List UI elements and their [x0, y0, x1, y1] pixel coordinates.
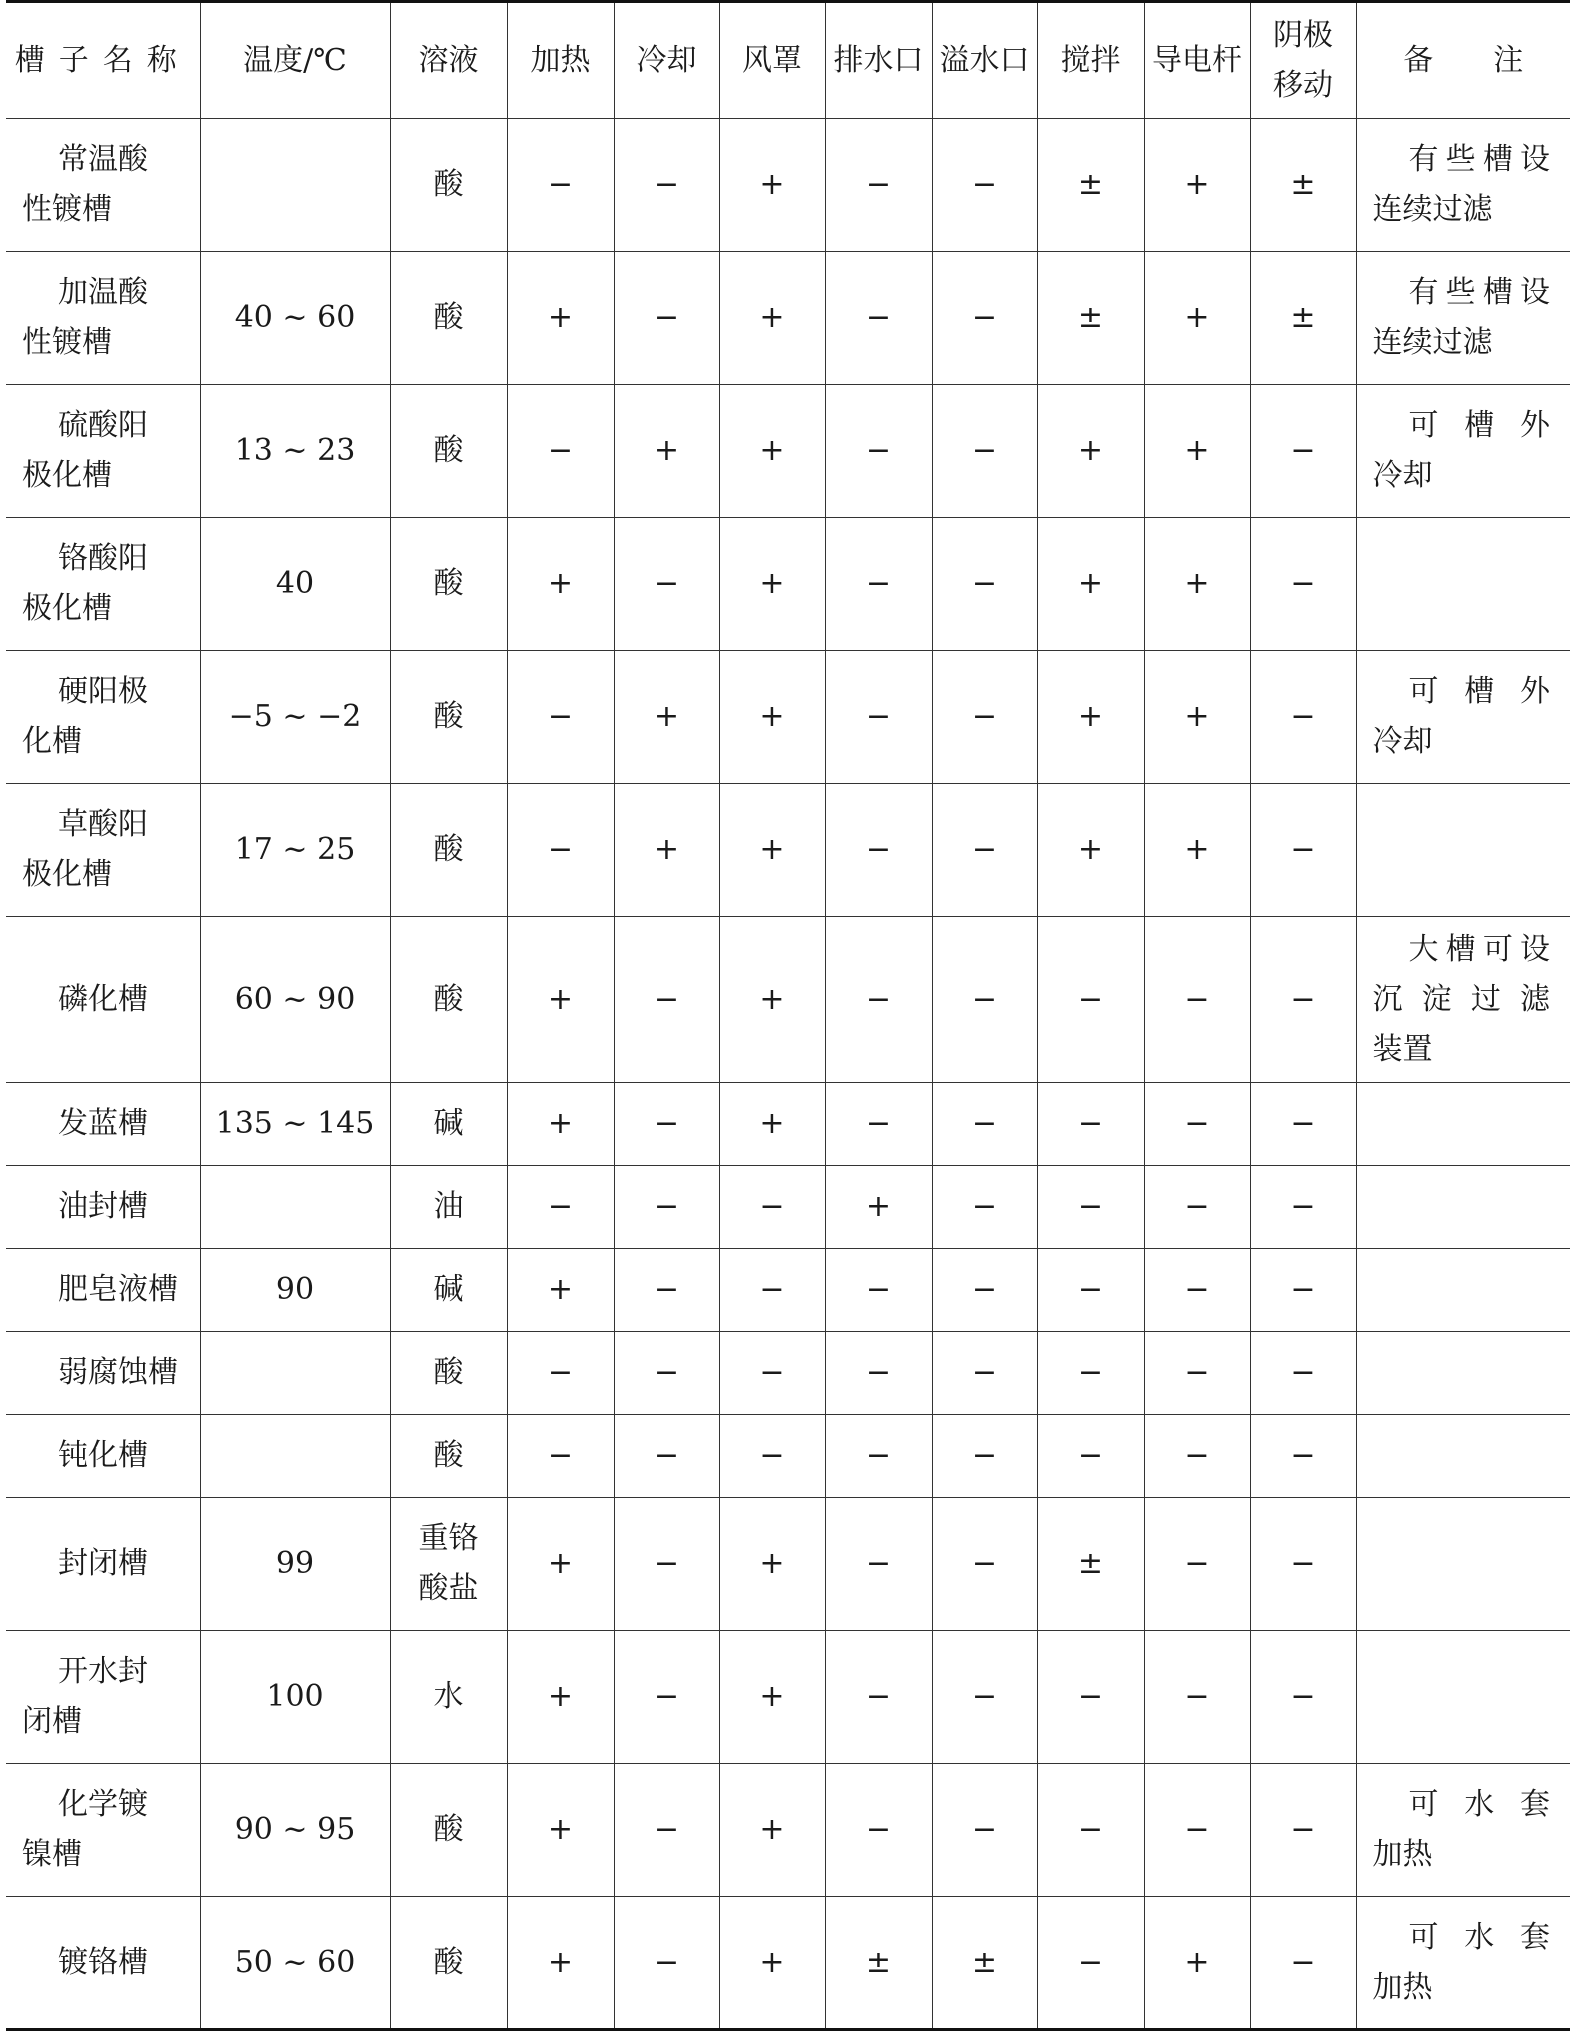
temperature-cell: 99 — [200, 1498, 390, 1631]
tank-name-line: 性镀槽 — [22, 192, 112, 227]
heating-cell: + — [507, 1631, 614, 1764]
stirring-cell: − — [1037, 1249, 1144, 1332]
note-cell — [1356, 1415, 1570, 1498]
solution-line: 酸 — [433, 981, 464, 1017]
temperature-cell — [200, 119, 390, 252]
temperature-cell: 40 ~ 60 — [200, 252, 390, 385]
drain-cell: − — [825, 651, 932, 784]
tank-name-cell — [6, 651, 200, 784]
tank-name-cell — [6, 1249, 200, 1332]
col-header-overflow: 溢水口 — [932, 2, 1037, 119]
conductive-rod-cell: + — [1144, 119, 1250, 252]
solution-cell — [390, 784, 507, 917]
heating-cell: − — [507, 1166, 614, 1249]
temperature-cell: 13 ~ 23 — [200, 385, 390, 518]
solution-cell — [390, 1764, 507, 1897]
tank-name-cell — [6, 1332, 200, 1415]
heating-cell: + — [507, 1498, 614, 1631]
solution-cell — [390, 385, 507, 518]
table-row — [6, 385, 1570, 518]
overflow-cell: − — [932, 917, 1037, 1083]
note-cell — [1356, 1083, 1570, 1166]
conductive-rod-cell: + — [1144, 784, 1250, 917]
tank-name-cell — [6, 518, 200, 651]
solution-cell — [390, 651, 507, 784]
drain-cell: − — [825, 784, 932, 917]
tank-name-line: 硬阳极 — [58, 674, 148, 709]
solution-cell — [390, 1332, 507, 1415]
cathode-move-cell: − — [1250, 385, 1356, 518]
overflow-cell: − — [932, 1415, 1037, 1498]
cathode-move-cell: − — [1250, 1631, 1356, 1764]
col-header-name: 槽子名称 — [6, 2, 200, 119]
tank-name-cell — [6, 1166, 200, 1249]
note-line: 有些槽设 — [1408, 142, 1550, 177]
tank-name-line: 封闭槽 — [58, 1546, 148, 1581]
note-cell — [1356, 1332, 1570, 1415]
tank-equipment-table — [6, 0, 1570, 2031]
hood-cell: + — [719, 1764, 825, 1897]
table-row — [6, 1764, 1570, 1897]
note-line: 连续过滤 — [1372, 325, 1493, 360]
temperature-cell: −5 ~ −2 — [200, 651, 390, 784]
temperature-cell: 40 — [200, 518, 390, 651]
solution-line: 酸 — [433, 832, 464, 867]
tank-name-line: 化槽 — [22, 724, 82, 759]
tank-name-line: 性镀槽 — [22, 325, 112, 360]
solution-cell — [390, 1166, 507, 1249]
col-header-drain: 排水口 — [825, 2, 932, 119]
note-cell — [1356, 1166, 1570, 1249]
conductive-rod-cell: − — [1144, 1631, 1250, 1764]
note-line: 有些槽设 — [1408, 275, 1550, 310]
note-line: 可水套 — [1408, 1919, 1550, 1955]
note-line: 连续过滤 — [1372, 192, 1493, 227]
overflow-cell: − — [932, 1249, 1037, 1332]
solution-line: 酸 — [433, 1438, 464, 1473]
solution-line: 水 — [433, 1679, 464, 1714]
conductive-rod-cell: − — [1144, 1083, 1250, 1166]
tank-name-line: 极化槽 — [22, 857, 112, 892]
drain-cell: − — [825, 1332, 932, 1415]
table-row — [6, 1083, 1570, 1166]
conductive-rod-cell: + — [1144, 252, 1250, 385]
table-row — [6, 1631, 1570, 1764]
solution-cell — [390, 1897, 507, 2030]
tank-name-cell — [6, 119, 200, 252]
cooling-cell: − — [614, 252, 719, 385]
conductive-rod-cell: − — [1144, 1415, 1250, 1498]
overflow-cell: ± — [932, 1897, 1037, 2030]
hood-cell: + — [719, 385, 825, 518]
tank-name-line: 发蓝槽 — [58, 1106, 148, 1141]
overflow-cell: − — [932, 1332, 1037, 1415]
temperature-cell: 100 — [200, 1631, 390, 1764]
solution-cell — [390, 1415, 507, 1498]
tank-name-line: 开水封 — [58, 1654, 148, 1689]
heating-cell: + — [507, 518, 614, 651]
drain-cell: − — [825, 1415, 932, 1498]
stirring-cell: − — [1037, 917, 1144, 1083]
note-cell — [1356, 651, 1570, 784]
cooling-cell: − — [614, 1249, 719, 1332]
conductive-rod-cell: − — [1144, 1166, 1250, 1249]
conductive-rod-cell: − — [1144, 917, 1250, 1083]
hood-cell: + — [719, 651, 825, 784]
note-line: 可槽外 — [1408, 674, 1550, 709]
temperature-cell — [200, 1415, 390, 1498]
note-cell — [1356, 917, 1570, 1083]
tank-name-cell — [6, 385, 200, 518]
cathode-move-cell: − — [1250, 1415, 1356, 1498]
drain-cell: + — [825, 1166, 932, 1249]
hood-cell: + — [719, 252, 825, 385]
cathode-move-cell: − — [1250, 518, 1356, 651]
hood-cell: + — [719, 1498, 825, 1631]
drain-cell: − — [825, 1249, 932, 1332]
cooling-cell: − — [614, 1083, 719, 1166]
drain-cell: − — [825, 385, 932, 518]
stirring-cell: ± — [1037, 1498, 1144, 1631]
drain-cell: − — [825, 1498, 932, 1631]
header-row — [6, 2, 1570, 119]
solution-line: 酸盐 — [418, 1571, 479, 1606]
heating-cell: + — [507, 917, 614, 1083]
cooling-cell: − — [614, 1166, 719, 1249]
solution-cell — [390, 119, 507, 252]
tank-name-line: 镍槽 — [22, 1837, 82, 1872]
cooling-cell: + — [614, 784, 719, 917]
table-row — [6, 917, 1570, 1083]
cooling-cell: − — [614, 1415, 719, 1498]
drain-cell: − — [825, 1631, 932, 1764]
cooling-cell: + — [614, 385, 719, 518]
drain-cell: − — [825, 252, 932, 385]
cooling-cell: + — [614, 651, 719, 784]
tank-name-cell — [6, 1498, 200, 1631]
note-cell — [1356, 252, 1570, 385]
overflow-cell: − — [932, 651, 1037, 784]
cathode-move-cell: ± — [1250, 252, 1356, 385]
heating-cell: − — [507, 1332, 614, 1415]
heating-cell: + — [507, 1083, 614, 1166]
note-line: 冷却 — [1372, 458, 1433, 493]
solution-line: 酸 — [433, 699, 464, 734]
hood-cell: − — [719, 1249, 825, 1332]
solution-line: 酸 — [433, 167, 464, 202]
cooling-cell: − — [614, 1498, 719, 1631]
table-row — [6, 651, 1570, 784]
solution-line: 重铬 — [418, 1521, 479, 1556]
stirring-cell: + — [1037, 518, 1144, 651]
temperature-cell: 90 ~ 95 — [200, 1764, 390, 1897]
cooling-cell: − — [614, 119, 719, 252]
drain-cell: − — [825, 917, 932, 1083]
hood-cell: + — [719, 917, 825, 1083]
tank-name-line: 极化槽 — [22, 458, 112, 493]
solution-cell — [390, 1631, 507, 1764]
heating-cell: − — [507, 385, 614, 518]
tank-name-line: 油封槽 — [58, 1189, 148, 1224]
solution-line: 酸 — [433, 566, 464, 601]
col-header-hood: 风罩 — [719, 2, 825, 119]
cathode-move-line-2: 移动 — [1273, 67, 1333, 103]
cooling-cell: − — [614, 1631, 719, 1764]
tank-name-line: 化学镀 — [58, 1787, 148, 1822]
conductive-rod-cell: − — [1144, 1764, 1250, 1897]
col-header-stirring: 搅拌 — [1037, 2, 1144, 119]
note-cell — [1356, 518, 1570, 651]
stirring-cell: − — [1037, 1332, 1144, 1415]
solution-cell — [390, 518, 507, 651]
temperature-cell: 60 ~ 90 — [200, 917, 390, 1083]
stirring-cell: − — [1037, 1166, 1144, 1249]
cathode-move-cell: − — [1250, 784, 1356, 917]
note-line: 加热 — [1372, 1969, 1433, 2005]
note-line: 加热 — [1372, 1837, 1433, 1872]
col-header-temperature: 温度/℃ — [200, 2, 390, 119]
hood-cell: + — [719, 1897, 825, 2030]
cathode-move-cell: ± — [1250, 119, 1356, 252]
note-line: 大槽可设 — [1408, 931, 1550, 967]
heating-cell: + — [507, 252, 614, 385]
overflow-cell: − — [932, 1764, 1037, 1897]
table-row — [6, 1897, 1570, 2030]
solution-line: 酸 — [433, 433, 464, 468]
note-line: 装置 — [1372, 1031, 1433, 1067]
tank-name-cell — [6, 1897, 200, 2030]
tank-name-line: 极化槽 — [22, 591, 112, 626]
drain-cell: − — [825, 1083, 932, 1166]
stirring-cell: − — [1037, 1764, 1144, 1897]
tank-name-cell — [6, 1083, 200, 1166]
overflow-cell: − — [932, 119, 1037, 252]
hood-cell: − — [719, 1332, 825, 1415]
hood-cell: + — [719, 1083, 825, 1166]
table-row — [6, 784, 1570, 917]
conductive-rod-cell: − — [1144, 1332, 1250, 1415]
table-body — [6, 119, 1570, 2030]
drain-cell: ± — [825, 1897, 932, 2030]
cooling-cell: − — [614, 1764, 719, 1897]
note-cell — [1356, 1498, 1570, 1631]
cathode-move-line-1: 阴极 — [1273, 17, 1333, 53]
note-cell — [1356, 385, 1570, 518]
solution-line: 酸 — [433, 1944, 464, 1980]
overflow-cell: − — [932, 385, 1037, 518]
table-row — [6, 1498, 1570, 1631]
overflow-cell: − — [932, 252, 1037, 385]
conductive-rod-cell: − — [1144, 1249, 1250, 1332]
overflow-cell: − — [932, 1166, 1037, 1249]
overflow-cell: − — [932, 1631, 1037, 1764]
temperature-cell: 50 ~ 60 — [200, 1897, 390, 2030]
drain-cell: − — [825, 119, 932, 252]
table-row — [6, 518, 1570, 651]
note-cell — [1356, 1631, 1570, 1764]
conductive-rod-cell: − — [1144, 1498, 1250, 1631]
cathode-move-cell: − — [1250, 1083, 1356, 1166]
heating-cell: − — [507, 1415, 614, 1498]
cathode-move-cell: − — [1250, 1897, 1356, 2030]
tank-name-line: 闭槽 — [22, 1704, 82, 1739]
temperature-cell: 17 ~ 25 — [200, 784, 390, 917]
tank-name-line: 弱腐蚀槽 — [58, 1355, 178, 1390]
solution-line: 酸 — [433, 300, 464, 335]
hood-cell: + — [719, 119, 825, 252]
heating-cell: + — [507, 1249, 614, 1332]
solution-cell — [390, 252, 507, 385]
tank-name-cell — [6, 1764, 200, 1897]
temperature-cell: 90 — [200, 1249, 390, 1332]
overflow-cell: − — [932, 518, 1037, 651]
overflow-cell: − — [932, 784, 1037, 917]
stirring-cell: + — [1037, 651, 1144, 784]
heating-cell: + — [507, 1764, 614, 1897]
cathode-move-cell: − — [1250, 917, 1356, 1083]
table-row — [6, 119, 1570, 252]
cathode-move-cell: − — [1250, 1498, 1356, 1631]
tank-name-line: 草酸阳 — [58, 807, 148, 842]
note-cell — [1356, 1249, 1570, 1332]
heating-cell: − — [507, 784, 614, 917]
solution-cell — [390, 917, 507, 1083]
stirring-cell: − — [1037, 1083, 1144, 1166]
solution-cell — [390, 1249, 507, 1332]
stirring-cell: ± — [1037, 252, 1144, 385]
temperature-cell — [200, 1166, 390, 1249]
table-row — [6, 1415, 1570, 1498]
tank-name-line: 镀铬槽 — [58, 1944, 148, 1980]
cathode-move-cell: − — [1250, 1166, 1356, 1249]
cathode-move-cell: − — [1250, 1764, 1356, 1897]
stirring-cell: ± — [1037, 119, 1144, 252]
tank-name-cell — [6, 1415, 200, 1498]
stirring-cell: − — [1037, 1631, 1144, 1764]
solution-line: 碱 — [433, 1106, 464, 1141]
hood-cell: + — [719, 784, 825, 917]
cooling-cell: − — [614, 1897, 719, 2030]
hood-cell: − — [719, 1166, 825, 1249]
note-line: 可水套 — [1408, 1787, 1550, 1822]
note-cell — [1356, 1897, 1570, 2030]
cooling-cell: − — [614, 917, 719, 1083]
tank-name-cell — [6, 252, 200, 385]
tank-name-line: 磷化槽 — [58, 981, 148, 1017]
tank-name-line: 硫酸阳 — [58, 408, 148, 443]
solution-line: 酸 — [433, 1812, 464, 1847]
table-row — [6, 1249, 1570, 1332]
col-header-solution: 溶液 — [390, 2, 507, 119]
drain-cell: − — [825, 518, 932, 651]
tank-name-cell — [6, 917, 200, 1083]
col-header-cathode-move — [1250, 2, 1356, 119]
tank-name-line: 常温酸 — [58, 142, 148, 177]
col-header-conductive-rod: 导电杆 — [1144, 2, 1250, 119]
table-row — [6, 252, 1570, 385]
note-line: 冷却 — [1372, 724, 1433, 759]
table-row — [6, 1332, 1570, 1415]
tank-name-line: 加温酸 — [58, 275, 148, 310]
solution-line: 碱 — [433, 1272, 464, 1307]
note-cell — [1356, 784, 1570, 917]
conductive-rod-cell: + — [1144, 651, 1250, 784]
conductive-rod-cell: + — [1144, 518, 1250, 651]
tank-name-cell — [6, 1631, 200, 1764]
stirring-cell: − — [1037, 1897, 1144, 2030]
overflow-cell: − — [932, 1498, 1037, 1631]
cooling-cell: − — [614, 518, 719, 651]
cathode-move-cell: − — [1250, 1249, 1356, 1332]
conductive-rod-cell: + — [1144, 385, 1250, 518]
solution-cell — [390, 1083, 507, 1166]
note-cell — [1356, 119, 1570, 252]
note-line: 沉淀过滤 — [1372, 981, 1550, 1017]
temperature-cell — [200, 1332, 390, 1415]
col-header-cooling: 冷却 — [614, 2, 719, 119]
heating-cell: − — [507, 119, 614, 252]
stirring-cell: + — [1037, 385, 1144, 518]
note-line: 可槽外 — [1408, 408, 1550, 443]
solution-cell — [390, 1498, 507, 1631]
note-cell — [1356, 1764, 1570, 1897]
cathode-move-cell: − — [1250, 651, 1356, 784]
solution-line: 酸 — [433, 1355, 464, 1390]
heating-cell: + — [507, 1897, 614, 2030]
stirring-cell: + — [1037, 784, 1144, 917]
col-header-heating: 加热 — [507, 2, 614, 119]
drain-cell: − — [825, 1764, 932, 1897]
table-row — [6, 1166, 1570, 1249]
overflow-cell: − — [932, 1083, 1037, 1166]
conductive-rod-cell: + — [1144, 1897, 1250, 2030]
tank-name-cell — [6, 784, 200, 917]
cooling-cell: − — [614, 1332, 719, 1415]
tank-name-line: 肥皂液槽 — [58, 1272, 178, 1307]
col-header-note: 备 注 — [1356, 2, 1570, 119]
solution-line: 油 — [433, 1189, 464, 1224]
cathode-move-cell: − — [1250, 1332, 1356, 1415]
tank-name-line: 钝化槽 — [58, 1438, 148, 1473]
hood-cell: + — [719, 518, 825, 651]
tank-name-line: 铬酸阳 — [58, 541, 148, 576]
hood-cell: + — [719, 1631, 825, 1764]
hood-cell: − — [719, 1415, 825, 1498]
temperature-cell: 135 ~ 145 — [200, 1083, 390, 1166]
heating-cell: − — [507, 651, 614, 784]
stirring-cell: − — [1037, 1415, 1144, 1498]
